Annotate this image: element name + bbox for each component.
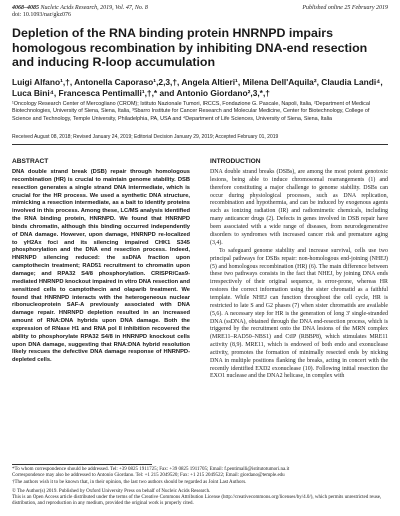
article-title: Depletion of the RNA binding protein HNRNPD impairs homologous recombination by inhibiting DNA-end resection and inducing R-loop accumulation bbox=[12, 26, 368, 70]
license-notice: This is an Open Access article distributed under the terms of the Creative Commons Attribution License (http://creativecommons.org/licenses/by/4.0/), which permits unrestricted reuse, distribution, and reproduction in any medium, provided the original work is properly cited. bbox=[12, 495, 382, 507]
footnote-block bbox=[12, 467, 388, 508]
introduction-heading: INTRODUCTION bbox=[210, 158, 261, 165]
publication-date: Published online 25 February 2019 bbox=[302, 5, 388, 11]
intro-paragraph-1: DNA double strand breaks (DSBs), are among the most potent genotoxic lesions, being able to induce chromosomal rearrangements (1) and therefore constituting a major challenge to genome stability. DSBs can occur during physiological processes, such as DNA replication, recombination and hypothermia, and can be induced by exogenous agents such as ionizing radiation (IR) and radiomimetic chemicals, including many anticancer drugs (2). Defects in genes involved in DSB repair have been associated with a wide range of diseases, from neurodegenerative disorders to syndromes with increased cancer risk and premature aging (3,4). bbox=[210, 169, 388, 246]
header-left bbox=[12, 5, 148, 19]
author-list: Luigi Alfano¹,†, Antonella Caporaso¹,2,3,†, Angela Altieri¹, Milena Dell'Aquila², Claudia Landi⁴, Luca Bini⁴, Francesca Pentimalli¹,†,* and Antonio Giordano²,3,*,† bbox=[12, 77, 383, 98]
copyright-notice: © The Author(s) 2019. Published by Oxford University Press on behalf of Nucleic Acids Research. bbox=[12, 488, 211, 494]
introduction-column bbox=[210, 157, 388, 381]
received-dates: Received August 08, 2018; Revised January 24, 2019; Editorial Decision January 29, 2019; Accepted February 01, 2019 bbox=[12, 134, 279, 140]
footnote-divider bbox=[12, 464, 152, 465]
doi: doi: 10.1093/nar/gkz076 bbox=[12, 12, 71, 18]
abstract-column bbox=[12, 157, 190, 365]
journal-citation: Nucleic Acids Research, 2019, Vol. 47, No. 8 bbox=[40, 5, 148, 11]
affiliations: ¹Oncology Research Center of Mercogliano (CROM); Istituto Nazionale Tumori, IRCCS, Fondazione G. Pascale, Napoli, Italia, ²Department of Medical Biotechnologies, University of Siena, Siena, Italia, ³Sbarro Institute for Cancer Research and Molecular Medicine, Center for Biotechnology, College of Science and Technology, Temple University, Philadelphia, PA, USA and ⁴Department of Life Sciences, University of Siena, Siena, Italia bbox=[12, 101, 371, 122]
header-divider bbox=[12, 144, 388, 145]
footnote-correspondence-2: Correspondence may also be addressed to Antonio Giordano. Tel: +1 215 2049520; Fax: +1 215 2049522; Email: giordano@temple.edu bbox=[12, 473, 285, 479]
page-range: 4068–4085 bbox=[12, 5, 39, 11]
running-header bbox=[12, 5, 388, 25]
intro-paragraph-2: To safeguard genome stability and increase survival, cells use two principal pathways for DSBs repair: non-homologous end-joining (NHEJ) (5) and homologous recombination (HR) (6). The main difference between these two pathways consists in the fact that NHEJ, by joining DNA ends irrespectively of their original sequence, is error-prone, whereas HR restores the correct information using the sister chromatid as a faithful template. While NHEJ can function throughout the cell cycle, HR is restricted to late S and G2 phases (7) when sister chromatids are available (5,6). A necessary step for HR is the generation of long 3' single-stranded DNA (ssDNA), obtained through the DNA end-resection process, which is triggered by the recruitment onto the DNA lesions of the MRN complex (MRE11–RAD50–NBS1) and CtIP (RBBP8), which stimulates MRE11 activity (8,9). MRE11, which is endowed of both endo and exonuclease activity, promotes the formation of minimally resected ends by nicking DNA in multiple positions flanking the breaks, acting in concert with the recently identified EXD2 exonuclease (10). Following initial resection the EXO1 nuclease and the DNA2 helicase, in complex with bbox=[210, 247, 388, 380]
footnotes bbox=[12, 464, 388, 508]
footnote-joint-authors: †The authors wish it to be known that, in their opinion, the last two authors should be regarded as Joint Last Authors. bbox=[12, 479, 247, 485]
abstract-text: DNA double strand break (DSB) repair through homologous recombination (HR) is crucial to maintain genome stability. DSB resection generates a single strand DNA intermediate, which is crucial for the HR process. We used a synthetic DNA structure, mimicking a resection intermediate, as a bait to identify proteins involved in this process. Among these, LC/MS analysis identified the RNA binding protein, HNRNPD. We found that HNRNPD binds chromatin, although this binding occurred independently of DNA damage. However, upon damage, HNRNPD re-localized to γH2Ax foci and its silencing impaired CHK1 S345 phosphorylation and the DNA end resection process. Indeed, HNRNPD silencing reduced: the ssDNA fraction upon camptothecin treatment; RAD51 recruitment to chromatin upon damage; and RPA32 S4/8 phosphorylation. CRISPR/Cas9-mediated HNRNPD knockout impaired in vitro DNA resection and sensitized cells to camptothecin and olaparib treatment. We found that HNRNPD interacts with the heterogeneous nuclear ribonucleoprotein SAF-A previously associated with DNA damage repair. HNRNPD depletion resulted in an increased amount of RNA:DNA hybrids upon DNA damage. Both the expression of RNase H1 and RNA pol II inhibition recovered the ability to phosphorylate RPA32 S4/8 in HNRNPD knockout cells upon DNA damage, suggesting that RNA:DNA hybrid resolution likely rescues the defective DNA damage response of HNRNPD-depleted cells. bbox=[12, 169, 190, 364]
footnote-correspondence: *To whom correspondence should be addressed. Tel: +39 0825 1911725; Fax: +39 0825 1911705; Email: f.pentimalli@istitutotumori.na.it bbox=[12, 467, 290, 472]
abstract-heading: ABSTRACT bbox=[12, 158, 49, 165]
